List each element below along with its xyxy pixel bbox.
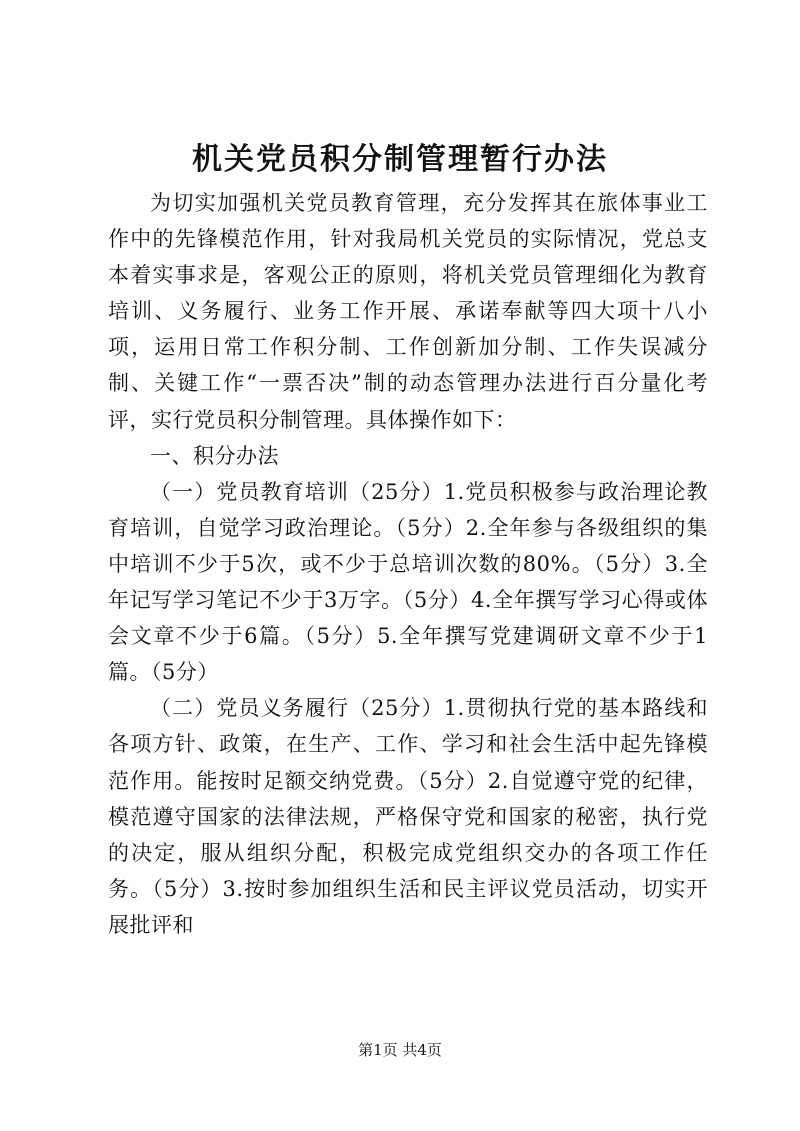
document-body [108, 185, 708, 943]
section-paragraph-1: （一）党员教育培训（25分）1.党员积极参与政治理论教育培训，自觉学习政治理论。（5分）2.全年参与各级组织的集中培训不少于5次，或不少于总培训次数的80%。（5分）3.全年记写学习笔记不少于3万字。（5分）4.全年撰写学习心得或体会文章不少于6篇。（5分）5.全年撰写党建调研文章不少于1篇。（5分） [108, 479, 708, 685]
page-title: 机关党员积分制管理暂行办法 [192, 142, 608, 177]
section-paragraph-2: （二）党员义务履行（25分）1.贯彻执行党的基本路线和各项方针、政策，在生产、工作、学习和社会生活中起先锋模范作用。能按时足额交纳党费。（5分）2.自觉遵守党的纪律，模范遵守国家的法律法规，严格保守党和国家的秘密，执行党的决定，服从组织分配，积极完成党组织交办的各项工作任务。（5分）3.按时参加组织生活和民主评议党员活动，切实开展批评和 [108, 696, 708, 937]
intro-paragraph: 为切实加强机关党员教育管理，充分发挥其在旅体事业工作中的先锋模范作用，针对我局机关党员的实际情况，党总支本着实事求是，客观公正的原则，将机关党员管理细化为教育培训、义务履行、业务工作开展、承诺奉献等四大项十八小项，运用日常工作积分制、工作创新加分制、工作失误减分制、关键工作“一票否决”制的动态管理办法进行百分量化考评，实行党员积分制管理。具体操作如下： [108, 191, 708, 432]
section-heading: 一、积分办法 [150, 443, 279, 468]
page-footer: 第1页 共4页 [358, 1041, 442, 1059]
